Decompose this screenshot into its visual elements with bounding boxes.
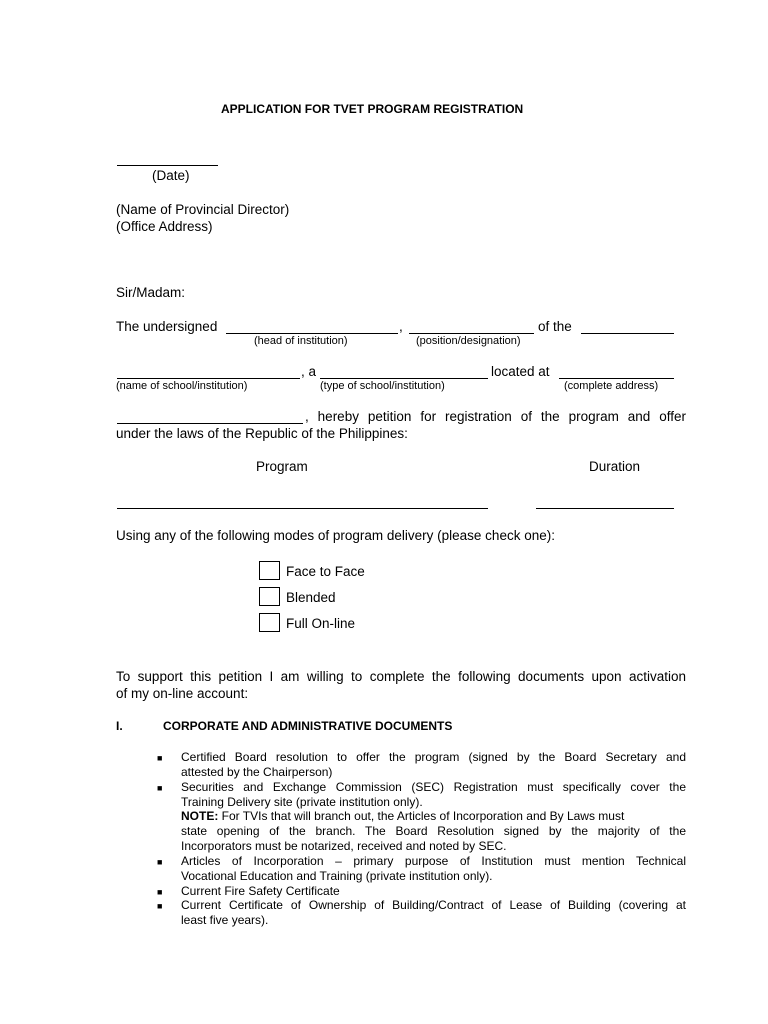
document-item-1-line-1: Certified Board resolution to offer the program (signed by the Board Secretary and <box>181 750 686 764</box>
address-blank[interactable] <box>559 378 674 379</box>
comma-text: , <box>399 319 403 334</box>
full-online-label: Full On-line <box>286 616 356 631</box>
section-number: I. <box>116 719 123 733</box>
hint-position: (position/designation) <box>416 335 521 347</box>
address-continued-blank[interactable] <box>117 423 303 424</box>
hint-address: (complete address) <box>564 380 659 392</box>
date-blank[interactable] <box>117 165 218 166</box>
bullet-icon: ■ <box>157 887 163 897</box>
school-type-blank[interactable] <box>320 378 488 379</box>
program-blank[interactable] <box>117 508 488 509</box>
bullet-icon: ■ <box>157 901 163 911</box>
page-title: APPLICATION FOR TVET PROGRAM REGISTRATION <box>221 102 524 116</box>
note-text: For TVIs that will branch out, the Articles of Incorporation and By Laws must <box>218 809 625 823</box>
blended-checkbox[interactable] <box>259 587 280 606</box>
located-at-text: located at <box>491 364 550 379</box>
petition-text-continued: under the laws of the Republic of the Philippines: <box>116 426 408 441</box>
duration-column-label: Duration <box>589 459 641 474</box>
comma-a-text: , a <box>301 364 317 379</box>
bullet-icon: ■ <box>157 857 163 867</box>
document-item-2-line-1: Securities and Exchange Commission (SEC) Registration must specifically cover the <box>181 780 686 794</box>
hint-school-type: (type of school/institution) <box>320 380 445 392</box>
program-column-label: Program <box>256 459 308 474</box>
document-item-1-line-2: attested by the Chairperson) <box>181 765 333 779</box>
hint-school-name: (name of school/institution) <box>116 380 248 392</box>
director-line: (Name of Provincial Director) <box>116 202 290 217</box>
document-item-4-line-1: Current Fire Safety Certificate <box>181 884 340 898</box>
note-label: NOTE: <box>181 809 219 823</box>
document-item-2-line-2: Training Delivery site (private institution only). <box>181 795 423 809</box>
support-text: To support this petition I am willing to complete the following documents upon activation <box>116 669 686 684</box>
document-item-3-line-2: Vocational Education and Training (private institution only). <box>181 869 493 883</box>
delivery-mode-prompt: Using any of the following modes of program delivery (please check one): <box>116 528 555 543</box>
note-line-3: Incorporators must be notarized, received and noted by SEC. <box>181 839 507 853</box>
petition-text: , hereby petition for registration of the program and offer <box>305 409 686 424</box>
blended-label: Blended <box>286 590 336 605</box>
institution-blank[interactable] <box>581 333 674 334</box>
school-name-blank[interactable] <box>117 378 300 379</box>
full-online-checkbox[interactable] <box>259 613 280 632</box>
duration-blank[interactable] <box>536 508 674 509</box>
bullet-icon: ■ <box>157 753 163 763</box>
salutation: Sir/Madam: <box>116 285 186 300</box>
face-to-face-label: Face to Face <box>286 564 365 579</box>
undersigned-text: The undersigned <box>116 319 218 334</box>
of-the-text: of the <box>538 319 572 334</box>
note-line-2: state opening of the branch. The Board Resolution signed by the majority of the <box>181 824 686 838</box>
document-item-3-line-1: Articles of Incorporation – primary purpose of Institution must mention Technical <box>181 854 686 868</box>
document-item-5-line-1: Current Certificate of Ownership of Building/Contract of Lease of Building (covering at <box>181 898 686 912</box>
document-item-5-line-2: least five years). <box>181 913 269 927</box>
note-line-1 <box>181 809 686 823</box>
office-address-line: (Office Address) <box>116 219 213 234</box>
hint-head-of-institution: (head of institution) <box>254 335 348 347</box>
date-label: (Date) <box>152 168 190 183</box>
head-of-institution-blank[interactable] <box>226 333 398 334</box>
face-to-face-checkbox[interactable] <box>259 561 280 580</box>
support-text-continued: of my on-line account: <box>116 686 249 701</box>
bullet-icon: ■ <box>157 783 163 793</box>
section-heading: CORPORATE AND ADMINISTRATIVE DOCUMENTS <box>163 719 453 733</box>
position-blank[interactable] <box>409 333 534 334</box>
